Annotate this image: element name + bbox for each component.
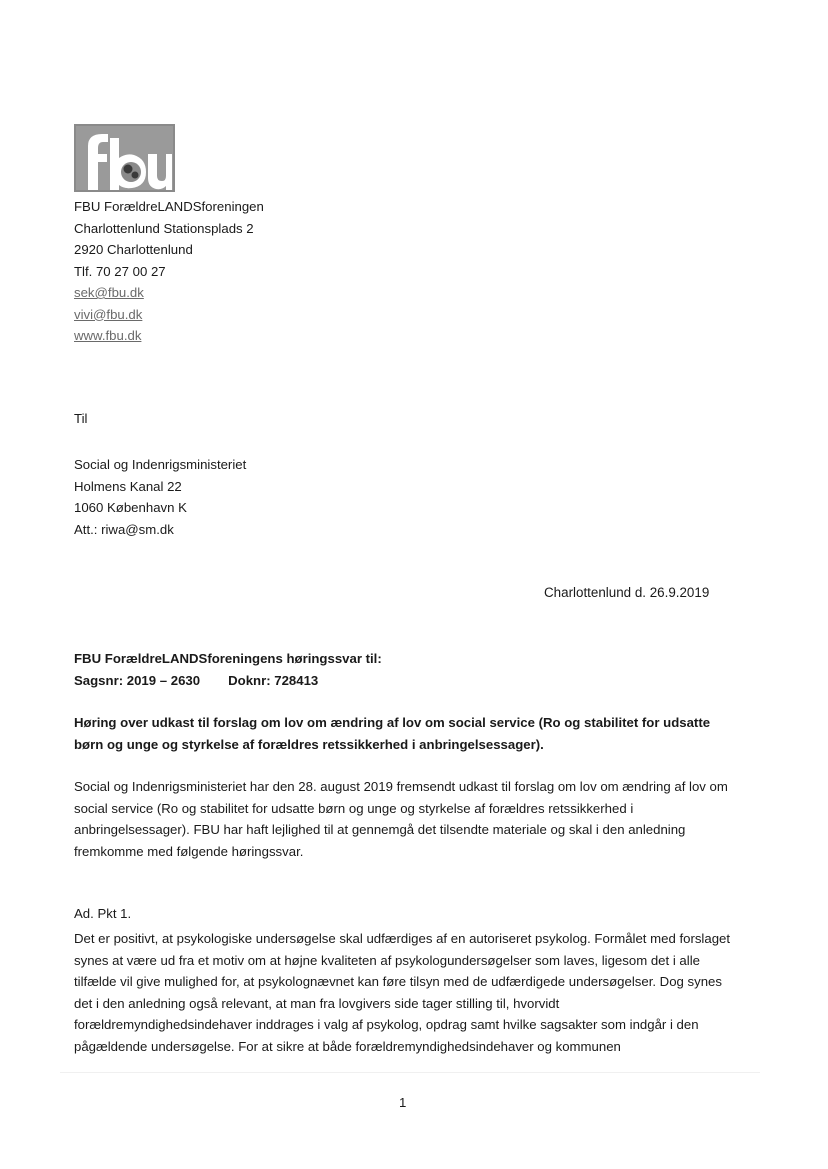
sender-phone: Tlf. 70 27 00 27 <box>74 263 166 279</box>
intro-paragraph: Social og Indenrigsministeriet har den 28. august 2019 fremsendt udkast til forslag om lov om ændring af lov om social service (Ro og stabilitet for udsatte børn og unge og styrkelse af forældres retssikkerhed i anbringelsessager). FBU har haft lejlighed til at gennemgå det tilsendte materiale og skal i den anledning fremkomme med følgende høringssvar. <box>74 779 728 859</box>
recipient-address <box>74 454 246 540</box>
section-paragraph-pkt-1: Det er positivt, at psykologiske undersøgelse skal udfærdiges af en autoriseret psykolog. Formålet med forslaget synes at være ud fra et motiv om at højne kvaliteten af psykologundersøgelser som laves, ligesom det i alle tilfælde vil give mulighed for, at psykolognævnet kan føre tilsyn med de udfærdigede undersøgelser. Dog synes det i den anledning også relevant, at man fra lovgivers side tager stilling til, hvorvidt forældremyndighedsindehaver inddrages i valg af psykolog, opdrag samt hvilke sagsakter som indgår i den pågældende undersøgelse. For at sikre at både forældremyndighedsindehaver og kommunen <box>74 931 731 1054</box>
letter-date: Charlottenlund d. 26.9.2019 <box>544 585 710 600</box>
sender-website-link[interactable]: www.fbu.dk <box>74 328 142 343</box>
recipient-name: Social og Indenrigsministeriet <box>74 457 247 472</box>
sender-street: Charlottenlund Stationsplads 2 <box>74 220 254 236</box>
fbu-logo <box>74 124 175 192</box>
heading-title: FBU ForældreLANDSforeningens høringssvar til: <box>74 651 382 666</box>
recipient-city: 1060 København K <box>74 500 187 515</box>
sender-email-sek-link[interactable]: sek@fbu.dk <box>74 285 144 300</box>
sender-email-vivi-link[interactable]: vivi@fbu.dk <box>74 306 143 322</box>
section-heading-pkt-1: Ad. Pkt 1. <box>74 906 132 921</box>
sender-city: 2920 Charlottenlund <box>74 242 193 257</box>
to-label: Til <box>74 411 88 426</box>
letter-subject: Høring over udkast til forslag om lov om ændring af lov om social service (Ro og stabilitet for udsatte børn og unge og styrkelse af forældres retssikkerhed i anbringelsessager). <box>74 715 711 752</box>
page-number: 1 <box>399 1095 407 1110</box>
heading-sagsnr: Sagsnr: 2019 – 2630 <box>74 673 201 688</box>
sender-address <box>74 196 264 347</box>
sender-org: FBU ForældreLANDSforeningen <box>74 199 264 214</box>
heading-doknr: Doknr: 728413 <box>228 673 319 688</box>
recipient-att: Att.: riwa@sm.dk <box>74 521 174 537</box>
footer-divider <box>60 1072 760 1073</box>
letter-heading <box>74 648 382 692</box>
recipient-street: Holmens Kanal 22 <box>74 478 182 494</box>
